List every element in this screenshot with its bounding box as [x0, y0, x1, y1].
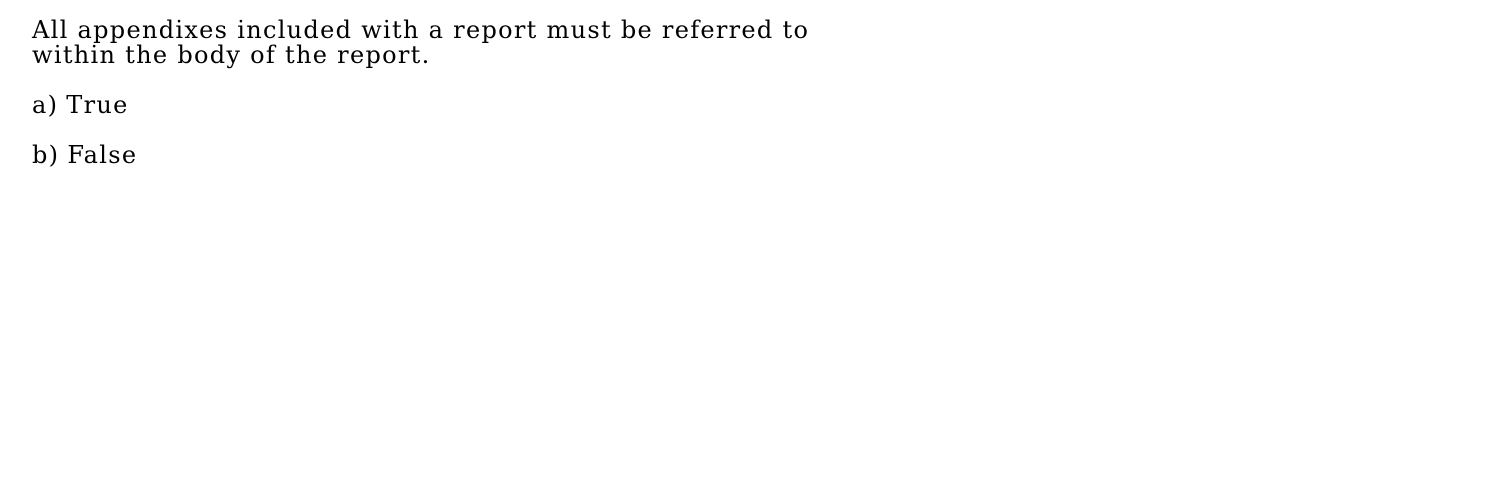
option-b[interactable]: [32, 143, 932, 168]
question-line-1: All appendixes included with a report must be referred to: [32, 16, 810, 44]
option-b-letter: b): [32, 141, 60, 169]
question-line-2: within the body of the report.: [32, 41, 431, 69]
question-block: [32, 18, 932, 168]
question-text: [32, 18, 932, 68]
option-a[interactable]: [32, 93, 932, 118]
option-a-label: True: [66, 91, 129, 119]
option-b-label: False: [67, 141, 138, 169]
option-a-letter: a): [32, 91, 59, 119]
